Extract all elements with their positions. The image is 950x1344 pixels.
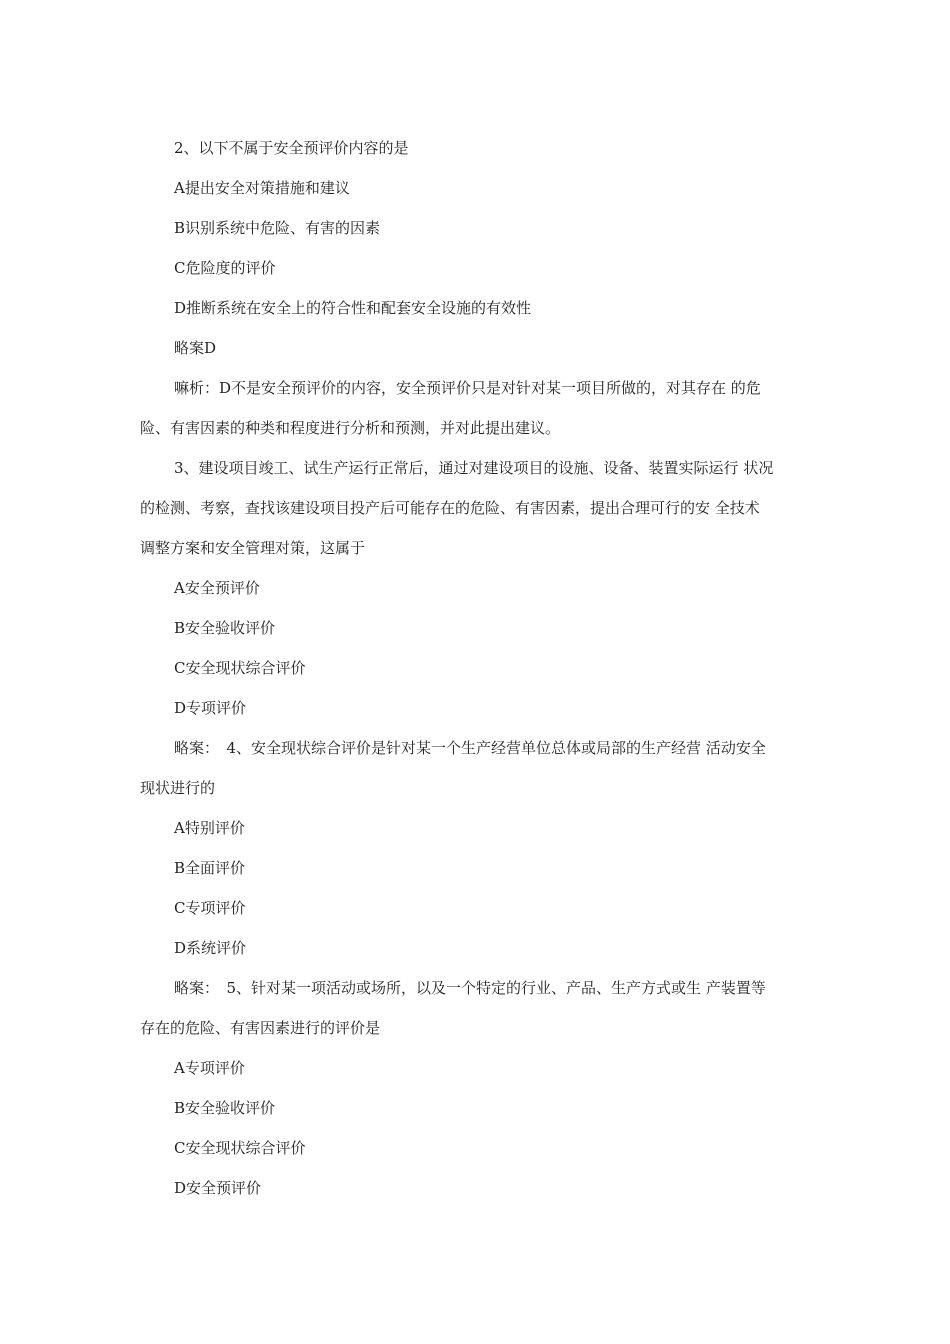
question-4-option-b: B全面评价 bbox=[174, 859, 246, 877]
question-4-option-c: C专项评价 bbox=[174, 899, 246, 917]
question-3-stem-line-2: 的检测、考察，查找该建设项目投产后可能存在的危险、有害因素，提出合理可行的安 全技术 bbox=[140, 499, 760, 517]
question-5-option-a: A专项评价 bbox=[174, 1059, 245, 1077]
question-4-option-a: A特别评价 bbox=[174, 819, 245, 837]
question-5-stem-line-2: 存在的危险、有害因素进行的评价是 bbox=[140, 1019, 381, 1037]
question-3-option-b: B安全验收评价 bbox=[174, 619, 276, 637]
question-5-option-b: B安全验收评价 bbox=[174, 1099, 276, 1117]
document-body bbox=[140, 128, 816, 1208]
question-2-explanation-line-1: 嘛析：D不是安全预评价的内容，安全预评价只是对针对某一项目所做的，对其存在 的危 bbox=[174, 379, 761, 397]
question-5-option-c: C安全现状综合评价 bbox=[174, 1139, 306, 1157]
question-4-stem-line-2: 现状进行的 bbox=[140, 779, 216, 797]
question-2-option-b: B识别系统中危险、有害的因素 bbox=[174, 219, 381, 237]
question-5-stem-line-1: 略案： 5、针对某一项活动或场所，以及一个特定的行业、产品、生产方式或生 产装置等 bbox=[174, 979, 766, 997]
question-2-option-c: C危险度的评价 bbox=[174, 259, 276, 277]
question-3-stem-line-3: 调整方案和安全管理对策，这属于 bbox=[140, 539, 366, 557]
question-5-option-d: D安全预评价 bbox=[174, 1179, 262, 1197]
question-3-option-d: D专项评价 bbox=[174, 699, 247, 717]
question-3-option-a: A安全预评价 bbox=[174, 579, 260, 597]
question-3-stem-line-1: 3、建设项目竣工、试生产运行正常后，通过对建设项目的设施、设备、装置实际运行 状况 bbox=[174, 459, 774, 477]
question-2-explanation-line-2: 险、有害因素的种类和程度进行分析和预测，并对此提出建议。 bbox=[140, 419, 561, 437]
question-4-stem-line-1: 略案： 4、安全现状综合评价是针对某一个生产经营单位总体或局部的生产经营 活动安全 bbox=[174, 739, 766, 757]
question-2-answer: 略案D bbox=[174, 339, 217, 357]
question-2-option-a: A提出安全对策措施和建议 bbox=[174, 179, 350, 197]
question-4-option-d: D系统评价 bbox=[174, 939, 247, 957]
question-2-option-d: D推断系统在安全上的符合性和配套安全设施的有效性 bbox=[174, 299, 532, 317]
question-2-stem: 2、以下不属于安全预评价内容的是 bbox=[174, 139, 409, 157]
question-3-option-c: C安全现状综合评价 bbox=[174, 659, 306, 677]
